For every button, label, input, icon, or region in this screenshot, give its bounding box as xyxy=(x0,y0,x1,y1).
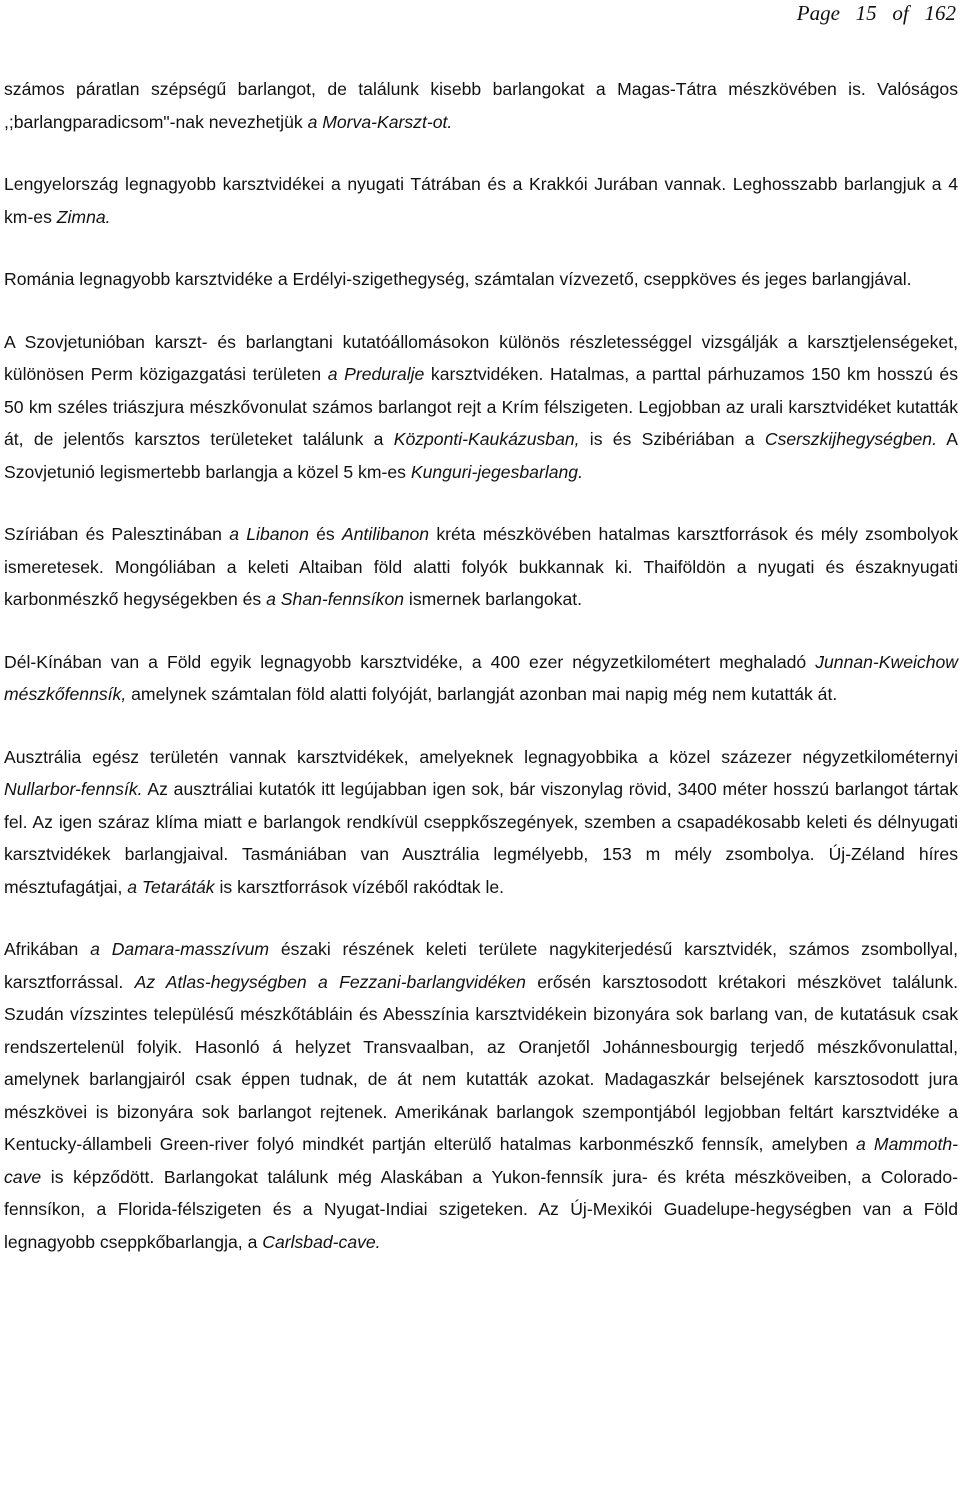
paragraph xyxy=(4,741,958,904)
italic-term: a Tetaráták xyxy=(127,876,215,897)
text-run: A Szovjetunió legismertebb barlangja a közel 5 km-es xyxy=(4,429,959,482)
document-body xyxy=(4,73,958,1288)
text-run: erősén karsztosodott krétakori mészkövet találunk. Szudán vízszintes településű mészkőtábláin és Abesszínia karsztvidékein bizonyára sok barlang van, de kutatásuk csak rendszertelenül folyik. Hasonló á helyzet Transvaalban, az Oranjetől Johánnesbourgig terjedő mészkővonulattal, amelynek barlangjairól csak éppen tudnak, de át nem kutatták azokat. Madagaszkár belsejének karsztosodott jura mészkövei is bizonyára sok barlangot rejtenek. Amerikának barlangok szempontjából legjobban feltárt karsztvidéke a Kentucky-állambeli Green-river folyó mindkét partján elterülő hatalmas karbonmészkő fennsík, amelyben xyxy=(4,971,959,1154)
paragraph xyxy=(4,646,958,711)
italic-term: a Libanon xyxy=(229,524,309,544)
italic-term: a Mammoth-cave xyxy=(4,1134,958,1187)
paragraph xyxy=(4,933,958,1258)
text-run: karsztvidéken. Hatalmas, a parttal párhuzamos 150 km hosszú és 50 km széles triászjura mészkővonulat számos barlangot rejt a Krím félszigeten. Legjobban az urali karsztvidéket kutatták át, de jelentős karsztos területeket találunk a xyxy=(4,364,958,449)
italic-term: Az Atlas-hegységben a Fezzani-barlangvidéken xyxy=(134,971,526,992)
text-run: ismernek barlangokat. xyxy=(404,589,583,609)
italic-term: a Damara-masszívum xyxy=(90,939,270,959)
text-run: Dél-Kínában van a Föld egyik legnagyobb karsztvidéke, a 400 ezer négyzetkilométert meghaladó xyxy=(4,651,816,672)
text-run: és xyxy=(308,524,342,544)
text-run: Afrikában xyxy=(4,939,91,959)
italic-term: a Morva-Karszt-ot. xyxy=(307,111,453,132)
italic-term: Nullarbor-fennsík. xyxy=(4,779,143,799)
paragraph xyxy=(4,518,958,616)
text-run: Szíriában és Palesztinában xyxy=(4,524,230,544)
text-run: amelynek számtalan föld alatti folyóját, barlangját azonban mai napig még nem kutatták át. xyxy=(126,684,838,704)
page-label: Page xyxy=(796,1,840,25)
text-run: számos páratlan szépségű barlangot, de találunk kisebb barlangokat a Magas-Tátra mészkövében is. Valóságos ,;barlangparadicsom"-nak nevezhetjük xyxy=(4,79,958,132)
text-run: is képződött. Barlangokat találunk még Alaskában a Yukon-fennsík jura- és kréta mészköveiben, a Colorado-fennsíkon, a Florida-félszigeten és a Nyugat-Indiai szigeteken. Az Új-Mexikói Guadelupe-hegységben van a Föld legnagyobb cseppkőbarlangja, a xyxy=(4,1166,958,1252)
text-run: kréta mészkövében hatalmas karsztforrások és mély zsombolyok ismeretesek. Mongóliában a keleti Altaiban föld alatti folyók bukkannak ki. Thaiföldön a nyugati és északnyugati karbonmészkő hegységekben és xyxy=(4,524,959,609)
italic-term: Antilibanon xyxy=(342,524,430,544)
paragraph xyxy=(4,168,958,233)
italic-term: Cserszkijhegységben. xyxy=(764,429,937,449)
text-run: Az ausztráliai kutatók itt legújabban igen sok, bár viszonylag rövid, 3400 méter hosszú barlangot tártak fel. Az igen száraz klíma miatt e barlangok rendkívül cseppkőszegények, szemben a csapadékosabb keleti és délnyugati karsztvidékek barlangjaival. Tasmániában van Ausztrália legmélyebb, 153 m mély zsombolya. Új-Zéland híres mésztufagátjai, xyxy=(4,779,958,897)
text-run: Románia legnagyobb karsztvidéke a Erdélyi-szigethegység, számtalan vízvezető, cseppköves és jeges barlangjával. xyxy=(4,269,912,289)
italic-term: Központi-Kaukázusban, xyxy=(393,429,580,449)
text-run: Ausztrália egész területén vannak karsztvidékek, amelyeknek legnagyobbika a közel százezer négyzetkilométernyi xyxy=(4,746,958,767)
paragraph xyxy=(4,263,958,296)
italic-term: Carlsbad-cave. xyxy=(262,1231,381,1252)
page-of-label: of xyxy=(892,1,909,25)
page-header xyxy=(797,0,956,26)
text-run: is és Szibériában a xyxy=(579,429,765,449)
text-run: északi részének keleti területe nagykiterjedésű karsztvidék, számos zsombollyal, karsztforrással. xyxy=(4,939,958,992)
page-total: 162 xyxy=(924,1,956,25)
italic-term: a Preduralje xyxy=(327,364,425,384)
paragraph xyxy=(4,73,958,138)
italic-term: Kunguri-jegesbarlang. xyxy=(410,461,583,482)
text-run: is karsztforrások vízéből rakódtak le. xyxy=(214,876,505,897)
text-run: Lengyelország legnagyobb karsztvidékei a nyugati Tátrában és a Krakkói Jurában vannak. Leghosszabb barlangjuk a 4 km-es xyxy=(4,174,958,227)
italic-term: Zimna. xyxy=(56,206,111,227)
text-run: A Szovjetunióban karszt- és barlangtani kutatóállomásokon különös részletességgel vizsgálják a karsztjelenségeket, különösen Perm közigazgatási területen xyxy=(4,331,958,384)
italic-term: Junnan-Kweichow mészkőfennsík, xyxy=(4,651,958,704)
page-number: 15 xyxy=(855,1,877,25)
paragraph xyxy=(4,326,958,489)
italic-term: a Shan-fennsíkon xyxy=(266,589,405,609)
